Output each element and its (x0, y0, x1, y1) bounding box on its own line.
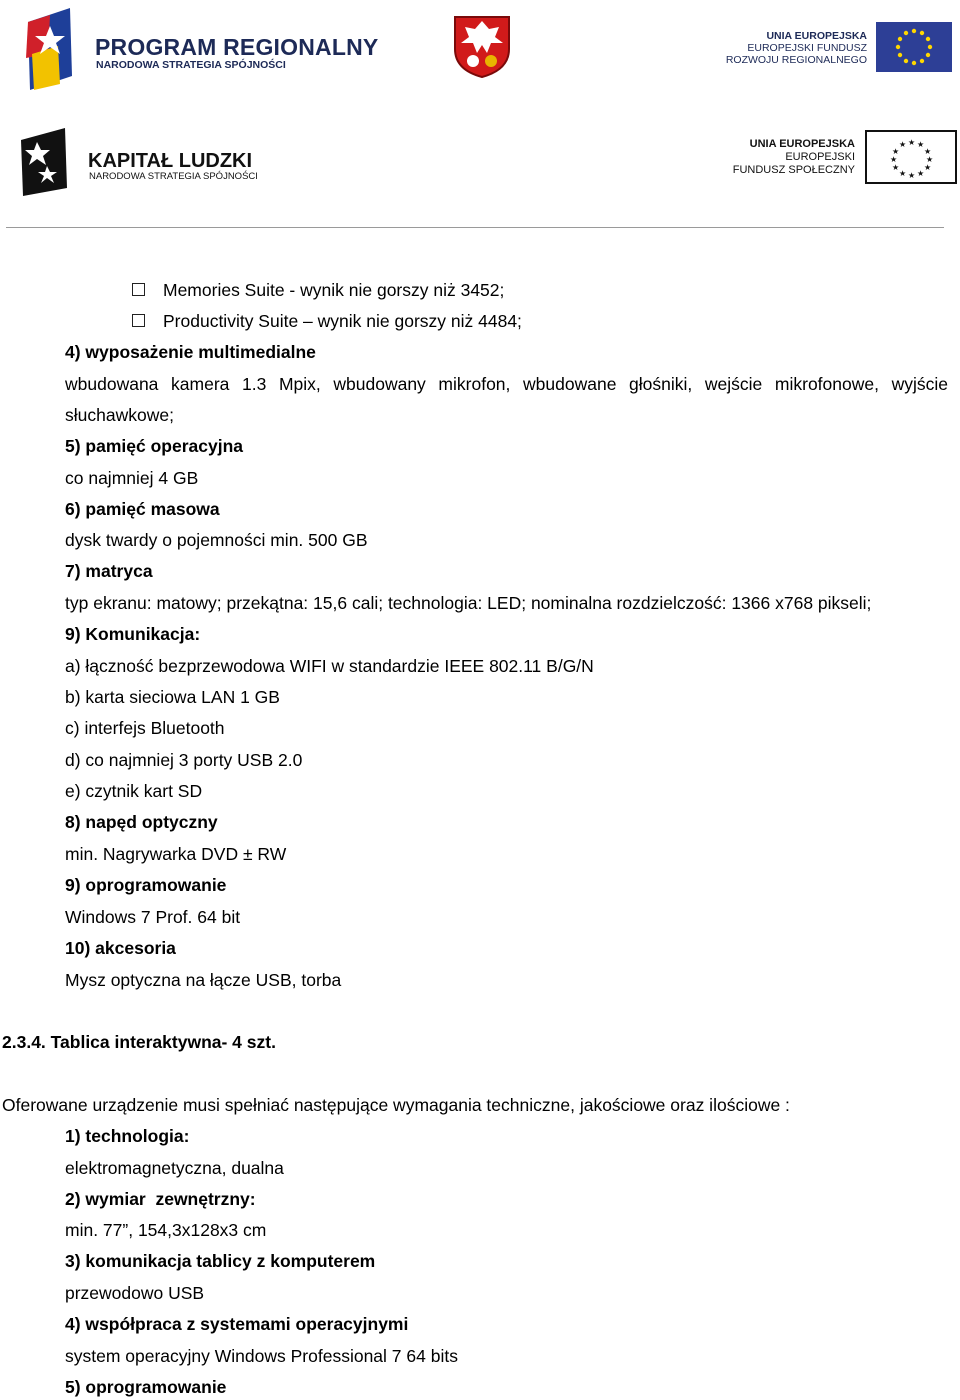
eu-regional-line2: EUROPEJSKI FUNDUSZ (747, 42, 867, 54)
text-matrix: typ ekranu: matowy; przekątna: 15,6 cali; technologia: LED; nominalna rozdzielczość: 1366 x768 pikseli; (65, 593, 872, 613)
kapital-ludzki-subtitle: NARODOWA STRATEGIA SPÓJNOŚCI (89, 171, 258, 182)
coat-of-arms-icon (453, 15, 511, 79)
svg-text:★: ★ (917, 169, 925, 178)
program-regionalny-title: PROGRAM REGIONALNY (95, 34, 379, 60)
text-multimedia-line2: słuchawkowe; (65, 405, 174, 425)
svg-text:★: ★ (899, 169, 907, 178)
program-regionalny-logo-icon (20, 6, 80, 92)
bullet-item-memories (132, 280, 504, 300)
svg-text:★: ★ (924, 163, 932, 172)
eu-social-text (705, 138, 855, 177)
comm-item-sd: e) czytnik kart SD (65, 781, 203, 801)
kapital-ludzki-logo (17, 128, 71, 196)
eu-social-line1: UNIA EUROPEJSKA (749, 138, 855, 150)
program-regionalny-logo (20, 6, 80, 92)
eu-flag-outline-icon (865, 130, 957, 184)
eu-regional-line3: ROZWOJU REGIONALNEGO (725, 54, 867, 66)
text-software: Windows 7 Prof. 64 bit (65, 907, 241, 927)
heading-software-2: 5) oprogramowanie (65, 1377, 227, 1397)
heading-matrix: 7) matryca (65, 561, 153, 581)
heading-software: 9) oprogramowanie (65, 875, 227, 895)
svg-text:★: ★ (924, 147, 932, 156)
svg-text:★: ★ (926, 155, 934, 164)
heading-os: 4) współpraca z systemami operacyjnymi (65, 1314, 409, 1334)
svg-text:★: ★ (908, 138, 916, 147)
text-pc-connection: przewodowo USB (65, 1283, 205, 1303)
heading-multimedia: 4) wyposażenie multimedialne (65, 342, 316, 362)
text-os: system operacyjny Windows Professional 7 64 bits (65, 1346, 458, 1366)
svg-text:★: ★ (892, 163, 900, 172)
eu-flag-icon (876, 22, 952, 72)
eu-regional-text (710, 30, 867, 66)
eu-regional-line1: UNIA EUROPEJSKA (766, 30, 867, 42)
heading-optical: 8) napęd optyczny (65, 812, 218, 832)
comm-item-wifi: a) łączność bezprzewodowa WIFI w standardzie IEEE 802.11 B/G/N (65, 656, 594, 676)
svg-text:★: ★ (917, 140, 925, 149)
kapital-ludzki-logo-icon (17, 128, 71, 196)
intro-text: Oferowane urządzenie musi spełniać następujące wymagania techniczne, jakościowe oraz ilościowe : (2, 1095, 790, 1115)
text-accessories: Mysz optyczna na łącze USB, torba (65, 970, 342, 990)
text-ram: co najmniej 4 GB (65, 468, 199, 488)
heading-pc-connection: 3) komunikacja tablicy z komputerem (65, 1251, 376, 1271)
heading-dimensions: 2) wymiar zewnętrzny: (65, 1189, 256, 1209)
text-multimedia-line1: wbudowana kamera 1.3 Mpix, wbudowany mikrofon, wbudowane głośniki, wejście mikrofonowe, wyjście (65, 374, 948, 394)
bullet-text: Productivity Suite – wynik nie gorszy niż 4484; (163, 311, 522, 331)
heading-ram: 5) pamięć operacyjna (65, 436, 243, 456)
checkbox-square-icon (132, 283, 145, 296)
comm-item-bluetooth: c) interfejs Bluetooth (65, 718, 225, 738)
header-divider (6, 227, 944, 228)
heading-technology: 1) technologia: (65, 1126, 190, 1146)
comm-item-usb: d) co najmniej 3 porty USB 2.0 (65, 750, 303, 770)
checkbox-square-icon (132, 314, 145, 327)
text-optical: min. Nagrywarka DVD ± RW (65, 844, 287, 864)
kapital-ludzki-title: KAPITAŁ LUDZKI (88, 150, 253, 172)
eu-social-line3: FUNDUSZ SPOŁECZNY (732, 164, 855, 176)
section-title: 2.3.4. Tablica interaktywna- 4 szt. (2, 1032, 276, 1052)
warmia-masuria-coat-of-arms (453, 15, 511, 79)
bullet-text: Memories Suite - wynik nie gorszy niż 3452; (163, 280, 505, 300)
eu-social-line2: EUROPEJSKI (785, 151, 855, 163)
heading-accessories: 10) akcesoria (65, 938, 176, 958)
heading-communication: 9) Komunikacja: (65, 624, 201, 644)
program-regionalny-subtitle: NARODOWA STRATEGIA SPÓJNOŚCI (96, 59, 286, 71)
text-storage: dysk twardy o pojemności min. 500 GB (65, 530, 368, 550)
text-dimensions: min. 77”, 154,3x128x3 cm (65, 1220, 267, 1240)
svg-text:★: ★ (908, 171, 916, 180)
bullet-item-productivity (132, 311, 522, 331)
svg-text:★: ★ (890, 155, 898, 164)
svg-text:★: ★ (892, 147, 900, 156)
comm-item-lan: b) karta sieciowa LAN 1 GB (65, 687, 280, 707)
svg-text:★: ★ (899, 140, 907, 149)
heading-storage: 6) pamięć masowa (65, 499, 220, 519)
text-technology: elektromagnetyczna, dualna (65, 1158, 284, 1178)
